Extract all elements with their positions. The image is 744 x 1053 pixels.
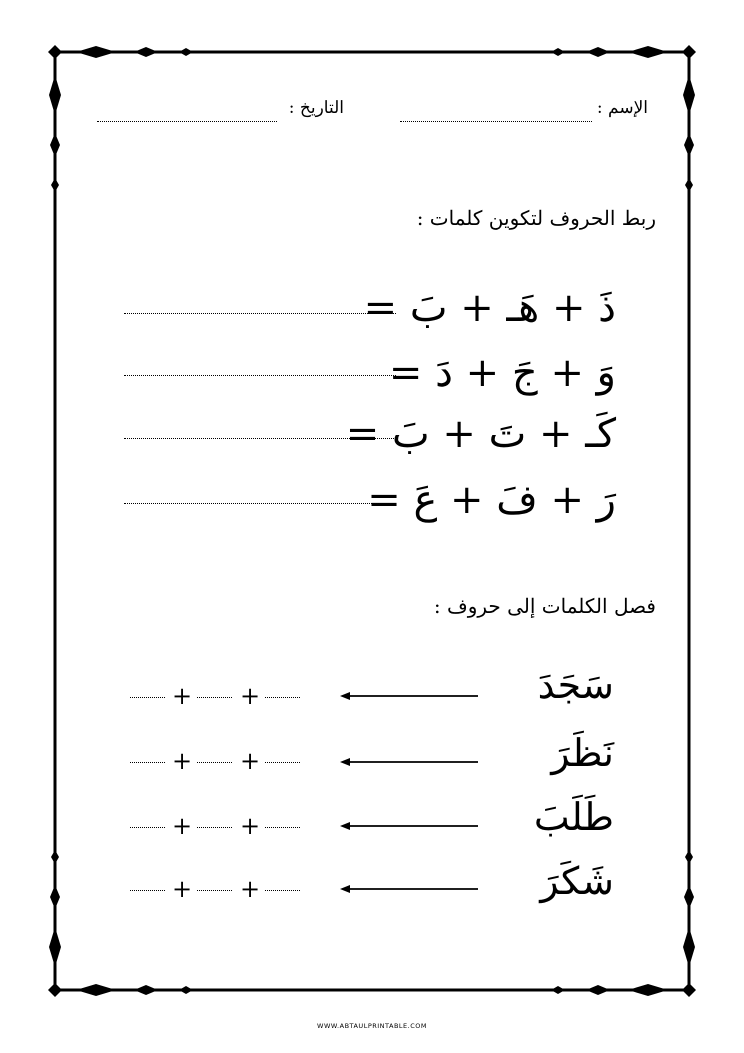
letter-blank[interactable] <box>130 890 165 891</box>
border-diamond <box>628 984 668 996</box>
answer-line-2[interactable] <box>124 375 396 376</box>
border-diamond <box>49 927 61 967</box>
letter-blank[interactable] <box>130 827 165 828</box>
split-word-1: سَجَدَ <box>537 663 614 707</box>
plus-sign: + <box>172 747 193 775</box>
letter-blank[interactable] <box>265 890 300 891</box>
border-diamond <box>685 850 693 864</box>
join-letters-row-1: ذَ + هَـ + بَ = <box>363 285 616 331</box>
split-word-4: شَكَرَ <box>540 859 614 903</box>
letter-blank[interactable] <box>265 827 300 828</box>
plus-sign: + <box>172 812 193 840</box>
border-diamond <box>179 986 193 994</box>
border-diamond <box>551 48 565 56</box>
plus-sign: + <box>172 875 193 903</box>
letter-blank[interactable] <box>130 697 165 698</box>
border-diamond <box>134 47 158 57</box>
name-label: الإسم : <box>596 98 648 118</box>
letter-blank[interactable] <box>197 762 232 763</box>
plus-sign: + <box>240 875 261 903</box>
border-diamond <box>683 927 695 967</box>
border-diamond <box>48 45 62 59</box>
arrow-left-icon <box>338 690 480 702</box>
border-diamond <box>76 46 116 58</box>
border-diamond <box>586 47 610 57</box>
border-diamond <box>179 48 193 56</box>
plus-sign: + <box>240 812 261 840</box>
arrow-left-icon <box>338 756 480 768</box>
border-diamond <box>682 45 696 59</box>
letter-blank[interactable] <box>197 827 232 828</box>
section2-title: فصل الكلمات إلى حروف : <box>433 594 656 618</box>
border-diamond <box>684 885 694 909</box>
border-diamond <box>685 178 693 192</box>
letter-blank[interactable] <box>197 890 232 891</box>
answer-line-3[interactable] <box>124 438 396 439</box>
letter-blank[interactable] <box>265 762 300 763</box>
date-label: التاريخ : <box>288 98 344 118</box>
name-field[interactable] <box>400 121 592 122</box>
letter-blank[interactable] <box>265 697 300 698</box>
date-field[interactable] <box>97 121 277 122</box>
footer-url: WWW.ABTAULPRINTABLE.COM <box>317 1022 427 1030</box>
answer-line-4[interactable] <box>124 503 396 504</box>
border-diamond <box>51 178 59 192</box>
border-diamond <box>682 983 696 997</box>
plus-sign: + <box>172 682 193 710</box>
border-diamond <box>684 133 694 157</box>
border-diamond <box>134 985 158 995</box>
split-word-3: طَلَبَ <box>533 795 614 839</box>
plus-sign: + <box>240 682 261 710</box>
plus-sign: + <box>240 747 261 775</box>
border-diamond <box>51 850 59 864</box>
arrow-left-icon <box>338 883 480 895</box>
border-diamond <box>586 985 610 995</box>
answer-line-1[interactable] <box>124 313 396 314</box>
border-diamond <box>50 133 60 157</box>
letter-blank[interactable] <box>130 762 165 763</box>
border-diamond <box>49 75 61 115</box>
join-letters-row-3: كَـ + تَ + بَ = <box>345 411 616 457</box>
join-letters-row-2: وَ + جَ + دَ = <box>388 350 616 396</box>
split-word-2: نَظَرَ <box>551 731 614 775</box>
border-diamond <box>76 984 116 996</box>
arrow-left-icon <box>338 820 480 832</box>
border-diamond <box>48 983 62 997</box>
join-letters-row-4: رَ + فَ + عَ = <box>367 477 616 523</box>
section1-title: ربط الحروف لتكوين كلمات : <box>416 206 656 230</box>
letter-blank[interactable] <box>197 697 232 698</box>
border-diamond <box>683 75 695 115</box>
border-diamond <box>551 986 565 994</box>
border-diamond <box>628 46 668 58</box>
border-diamond <box>50 885 60 909</box>
